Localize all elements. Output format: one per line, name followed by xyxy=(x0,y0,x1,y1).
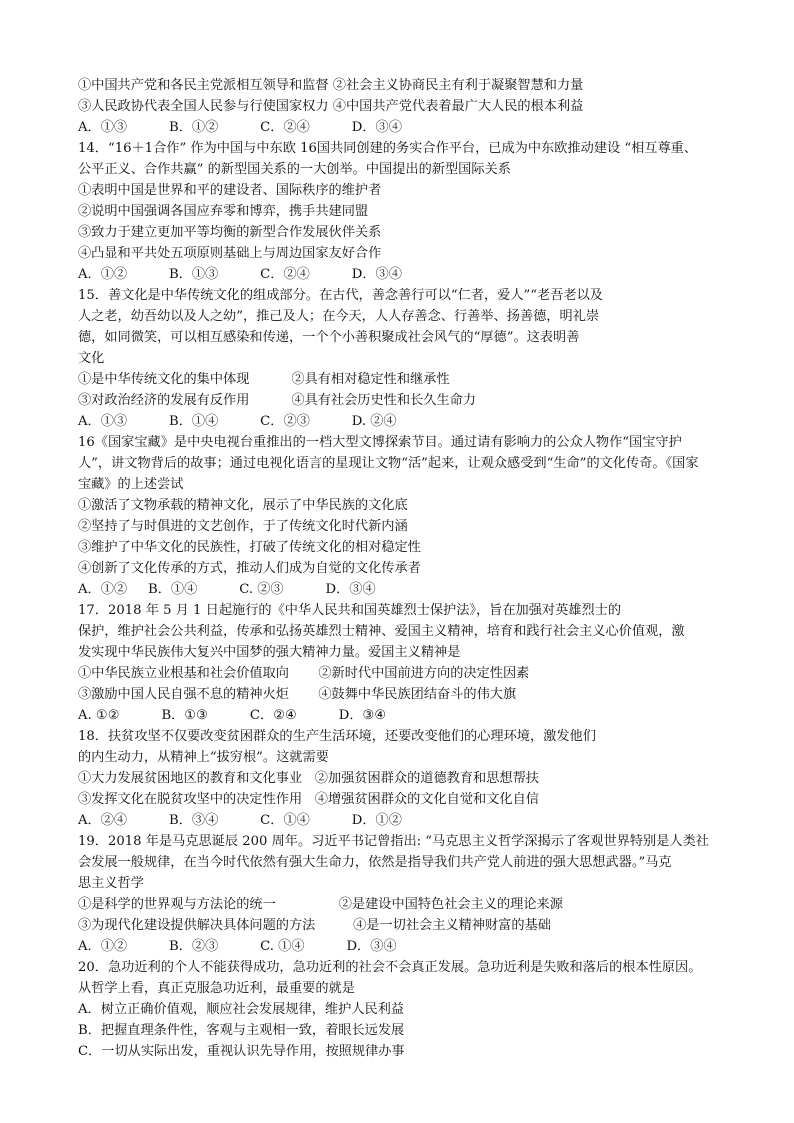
question-stem: 思主义哲学 xyxy=(78,876,144,891)
answer-choices: A. ①② B．①③ C．②④ D．③④ xyxy=(78,708,387,723)
question-stem: 人之老，幼吾幼以及人之幼”，推己及人；在今天，人人存善念、行善举、扬善德，明礼崇 xyxy=(78,309,600,324)
answer-choices: A．①③ B．①② C．②④ D．③④ xyxy=(78,120,402,135)
question-stem: 14．“16＋1合作” 作为中国与中东欧 16国共同创建的务实合作平台，已成为中东欧推动建设 “相互尊重、 xyxy=(78,141,698,156)
option-line: ④凸显和平共处五项原则基础上与周边国家友好合作 xyxy=(78,246,382,261)
option-line: B．把握直理条件性，客观与主观相一致，着眼长远发展 xyxy=(78,1023,405,1038)
question-stem: 宝藏》的上述尝试 xyxy=(78,477,184,492)
question-stem: 德，如同微笑，可以相互感染和传递，一个个小善积聚成社会风气的“厚德”。这表明善 xyxy=(78,330,580,345)
option-line: C．一切从实际出发，重视认识先导作用，按照规律办事 xyxy=(78,1044,405,1059)
option-line: ③对政治经济的发展有反作用 ④具有社会历史性和长久生命力 xyxy=(78,393,476,408)
option-line: ③发挥文化在脱贫攻坚中的决定性作用 ④增强贫困群众的文化自觉和文化自信 xyxy=(78,792,539,807)
option-line: ②坚持了与时俱进的文艺创作，于了传统文化时代新内涵 xyxy=(78,519,408,534)
question-stem: 17．2018 年 5 月 1 日起施行的《中华人民共和国英雄烈士保护法》，旨在加强对英雄烈士的 xyxy=(78,603,622,618)
question-stem: 20．急功近利的个人不能获得成功，急功近利的社会不会真正发展。急功近利是失败和落后的根本性原因。 xyxy=(78,960,702,975)
question-stem: 发实现中华民族伟大复兴中国梦的强大精神力量。爱国主义精神是 xyxy=(78,645,461,660)
option-line: ①是中华传统文化的集中体现 ②具有相对稳定性和继承性 xyxy=(78,372,450,387)
question-stem: 的内生动力，从精神上“拔穷根”。这就需要 xyxy=(78,750,329,765)
option-line: ③维护了中华文化的民族性，打破了传统文化的相对稳定性 xyxy=(78,540,421,555)
option-line: ①中华民族立业根基和社会价值取向 ②新时代中国前进方向的决定性因素 xyxy=(78,666,530,681)
option-line: A．树立正确价值观，顺应社会发展规律，维护人民利益 xyxy=(78,1002,405,1017)
question-stem: 人”，讲文物背后的故事；通过电视化语言的星现让文物“活”起来，让观众感受到“生命”的文化传奇。《国家 xyxy=(78,456,699,471)
question-stem: 19．2018 年是马克思诞辰 200 周年。习近平书记曾指出: “马克思主义哲学深揭示了客观世界特别是人类社 xyxy=(78,834,709,849)
question-stem: 15．善文化是中华传统文化的组成部分。在古代，善念善行可以“仁者，爱人”“老吾老以及 xyxy=(78,288,603,303)
option-line: ③人民政协代表全国人民参与行使国家权力 ④中国共产党代表着最广大人民的根本利益 xyxy=(78,99,584,114)
answer-choices: A．②④ B．③④ C．①④ D．①② xyxy=(78,813,402,828)
answer-choices: A．①② B．②③ C. ①④ D．③④ xyxy=(78,939,397,954)
question-stem: 会发展一般规律，在当今时代依然有强大生命力，依然是指导我们共产党人前进的强大思想武器。”马克 xyxy=(78,855,672,870)
option-line: ①表明中国是世界和平的建设者、国际秩序的维护者 xyxy=(78,183,382,198)
option-line: ①激活了文物承载的精神文化，展示了中华民族的文化底 xyxy=(78,498,408,513)
option-line: ①是科学的世界观与方法论的统一 ②是建设中国特色社会主义的理论来源 xyxy=(78,897,563,912)
option-line: ①中国共产党和各民主党派相互领导和监督 ②社会主义协商民主有利于凝聚智慧和力量 xyxy=(78,78,584,93)
option-line: ③致力于建立更加平等均衡的新型合作发展伙伴关系 xyxy=(78,225,382,240)
option-line: ③激励中国人民自强不息的精神火炬 ④鼓舞中华民族团结奋斗的伟大旗 xyxy=(78,687,517,702)
question-stem: 18．扶贫攻坚不仅要改变贫困群众的生产生活环境，还要改变他们的心理环境，激发他们 xyxy=(78,729,596,744)
option-line: ④创新了文化传承的方式，推动人们成为自觉的文化传承者 xyxy=(78,561,421,576)
question-stem: 16《国家宝藏》是中央电视台重推出的一档大型文博探索节目。通过请有影响力的公众人物作“国宝守护 xyxy=(78,435,682,450)
question-stem: 公平正义、合作共赢” 的新型国关系的一大创举。中国提出的新型国际关系 xyxy=(78,162,511,177)
option-line: ①大力发展贫困地区的教育和文化事业 ②加强贫困群众的道德教育和思想帮扶 xyxy=(78,771,539,786)
answer-choices: A．①③ B．①④ C．②③ D. ②④ xyxy=(78,414,397,429)
option-line: ②说明中国强调各国应弃零和博弈，携手共建同盟 xyxy=(78,204,369,219)
question-stem: 从哲学上看，真正克服急功近利，最重要的就是 xyxy=(78,981,355,996)
answer-choices: A．①② B．①④ C. ②③ D．③④ xyxy=(78,582,376,597)
answer-choices: A．①② B．①③ C．②④ D．③④ xyxy=(78,267,402,282)
question-stem: 保护，维护社会公共利益，传承和弘扬英雄烈士精神、爱国主义精神，培育和践行社会主义心价值观，激 xyxy=(78,624,685,639)
option-line: ③为现代化建设提供解决具体问题的方法 ④是一切社会主义精神财富的基础 xyxy=(78,918,551,933)
question-stem: 文化 xyxy=(78,351,105,366)
